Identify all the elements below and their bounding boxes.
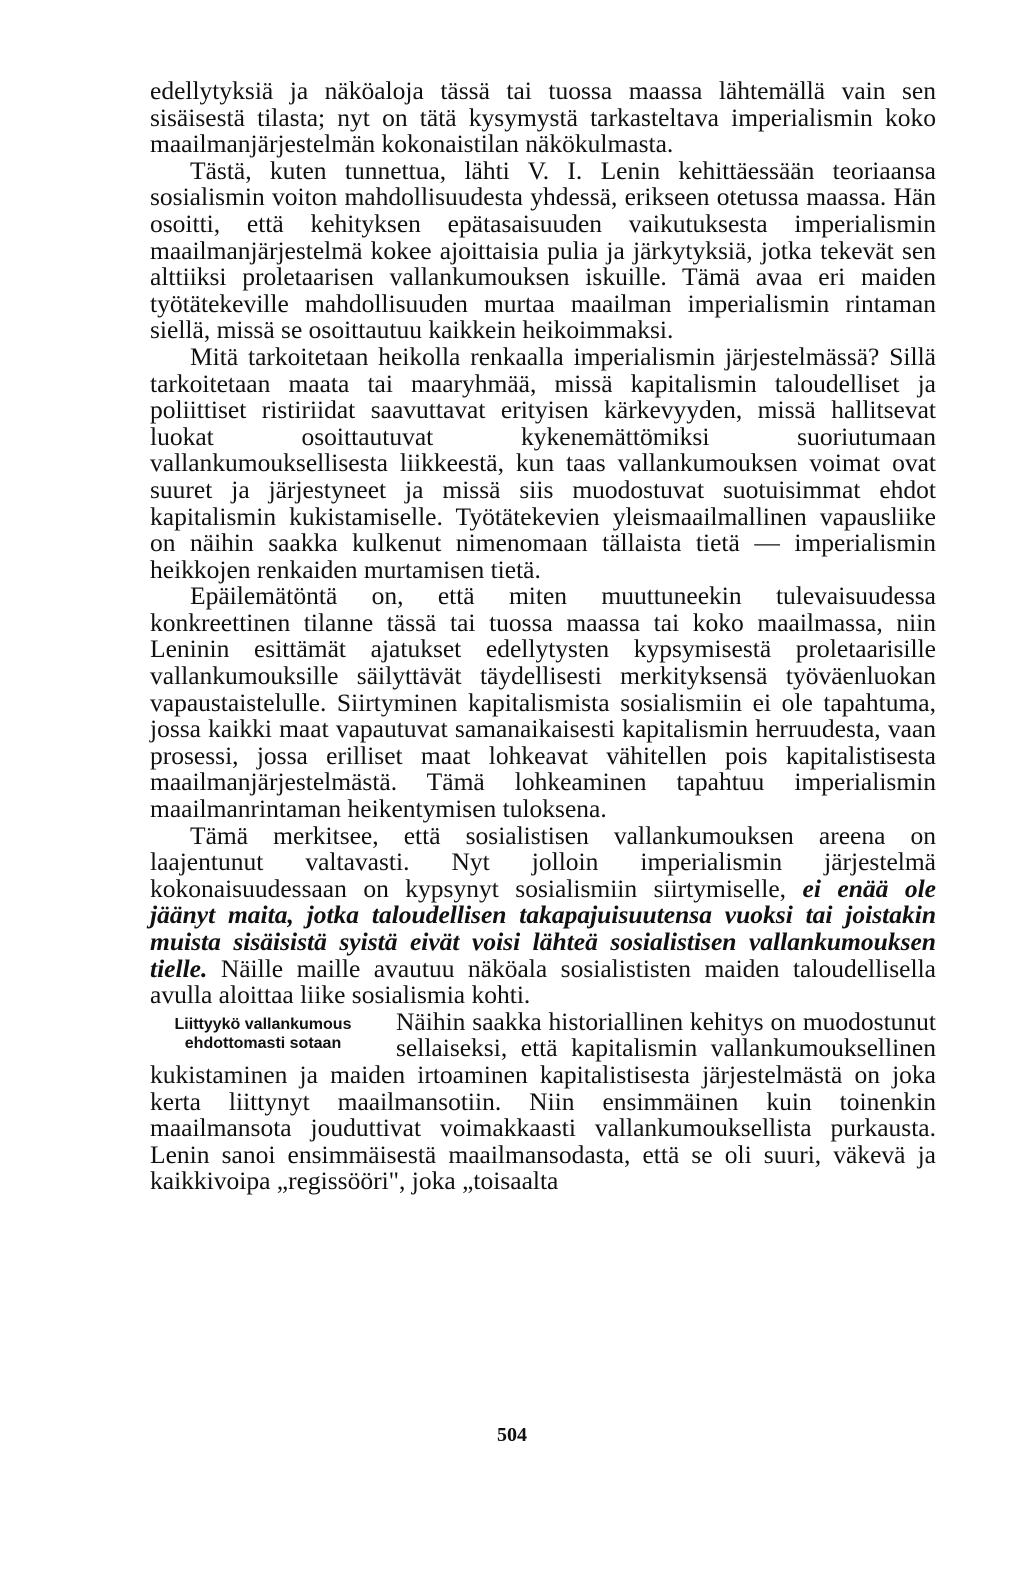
side-heading: Liittyykö vallankumous ehdottomasti sotaan [174, 1015, 352, 1052]
paragraph-4: Epäilemätöntä on, että miten muuttuneekin tulevaisuudessa konkreettinen tilanne tässä tai tuossa maassa tai koko maailmassa, niin Leninin esittämät ajatukset edellytysten kypsymisestä proletaarisille vallankumouksille säilyttävät täydellisesti merkityksensä työväenluokan vapaustaistelulle. Siirtyminen kapitalismista sosialismiin ei ole tapahtuma, jossa kaikki maat vapautuvat samanaikaisesti kapitalismin herruudesta, vaan prosessi, jossa erilliset maat lohkeavat vähitellen pois kapitalistisesta maailmanjärjestelmästä. Tämä lohkeaminen tapahtuu imperialismin maailmanrintaman heikentymisen tuloksena. [150, 581, 936, 824]
paragraph-5-text: Tämä merkitsee, että sosialistisen vallankumouksen areena on laajentunut valtavasti. Nyt jolloin imperialismin järjestelmä kokonaisuudessaan on kypsynyt sosialismiin siirtymiselle, [150, 820, 936, 903]
paragraph-5 [150, 820, 936, 1010]
paragraph-1: edellytyksiä ja näköaloja tässä tai tuossa maassa lähtemällä vain sen sisäisestä tilasta; nyt on tätä kysymystä tarkasteltava imperialismin koko maailmanjärjestelmän kokonaistilan näkökulmasta. [150, 76, 936, 159]
paragraph-6-text: Näihin saakka historiallinen kehitys on muodostunut sellaiseksi, että kapitalismin vallankumouksellinen kukistaminen ja maiden irtoaminen kapitalistisesta järjestelmästä on joka kerta liittynyt maailmansotiin. Niin ensimmäinen kuin toinenkin maailmansota jouduttivat voimakkaasti vallankumouksellista purkausta. Lenin sanoi ensimmäisestä maailmansodasta, että se oli suuri, väkevä ja kaikkivoipa „regissööri", joka „toisaalta [150, 1006, 936, 1196]
paragraph-5-text-end: Näille maille avautuu näköala sosialististen maiden taloudellisella avulla aloittaa liike sosialismia kohti. [150, 953, 936, 1010]
paragraph-5-emphasis: ei enää ole jäänyt maita, jotka taloudellisen takapajuisuutensa vuoksi tai joistakin muista sisäisistä syistä eivät voisi lähteä sosialistisen vallankumouksen tielle. [150, 873, 936, 983]
paragraph-6 [150, 1006, 936, 1196]
paragraph-3: Mitä tarkoitetaan heikolla renkaalla imperialismin järjestelmässä? Sillä tarkoitetaan maata tai maaryhmää, missä kapitalismin taloudelliset ja poliittiset ristiriidat saavuttavat erityisen kärkevyyden, missä hallitsevat luokat osoittautuvat kykenemättömiksi suoriutumaan vallankumouksellisesta liikkeestä, kun taas vallankumouksen voimat ovat suuret ja järjestyneet ja missä siis muodostuvat suotuisimmat ehdot kapitalismin kukistamiselle. Työtätekevien yleismaailmallinen vapausliike on näihin saakka kulkenut nimenomaan tällaista tietä — imperialismin heikkojen renkaiden murtamisen tietä. [150, 341, 936, 584]
page-number: 504 [497, 1424, 527, 1446]
page-text-body [150, 78, 936, 1195]
paragraph-2: Tästä, kuten tunnettua, lähti V. I. Lenin kehittäessään teoriaansa sosialismin voiton mahdollisuudesta yhdessä, erikseen otetussa maassa. Hän osoitti, että kehityksen epätasaisuuden vaikutuksesta imperialismin maailmanjärjestelmä kokee ajoittaisia pulia ja järkytyksiä, jotka tekevät sen alttiiksi proletaarisen vallankumouksen iskuille. Tämä avaa eri maiden työtätekeville mahdollisuuden murtaa maailman imperialismin rintaman siellä, missä se osoittautuu kaikkein heikoimmaksi. [150, 155, 936, 345]
